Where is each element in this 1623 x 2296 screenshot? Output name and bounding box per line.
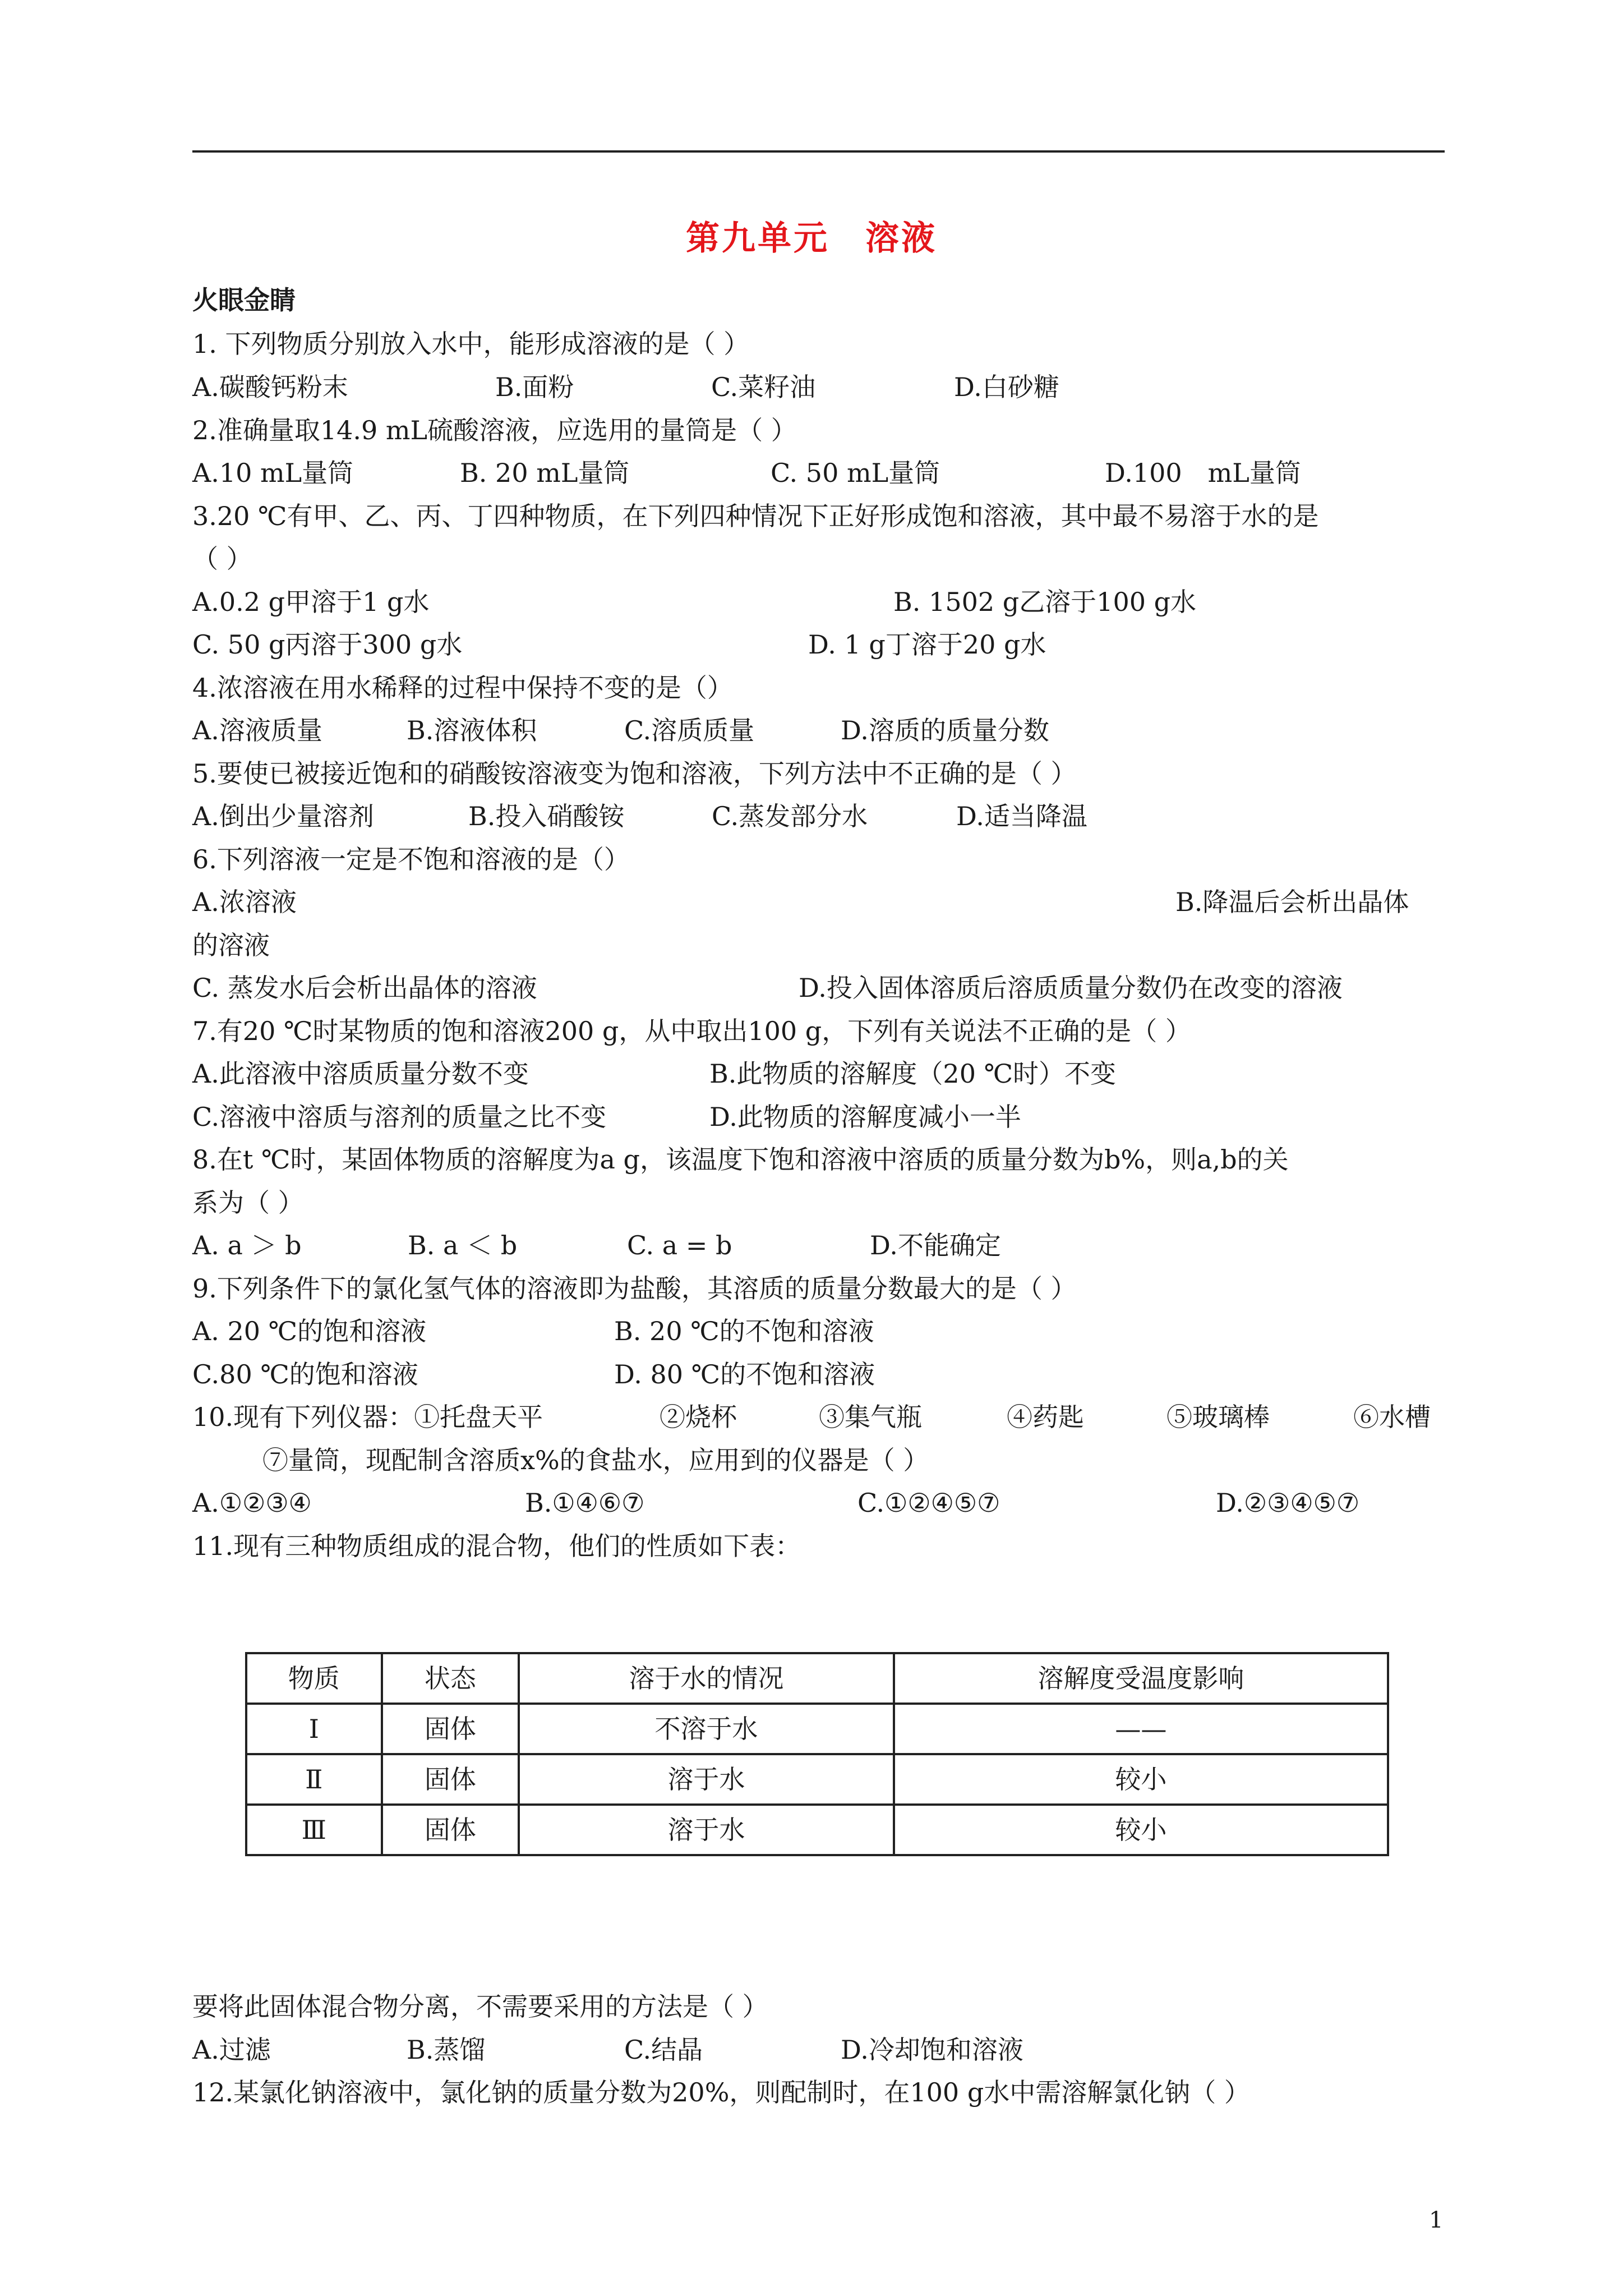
instrument-item: ⑥水槽	[1353, 1402, 1431, 1432]
question-4: 4.浓溶液在用水稀释的过程中保持不变的是（）	[192, 673, 733, 703]
option-a: A.此溶液中溶质质量分数不变	[192, 1059, 529, 1089]
option-b: B. 20 ℃的不饱和溶液	[614, 1316, 874, 1346]
page-title: 第九单元 溶液	[686, 219, 937, 258]
option-d: D. 80 ℃的不饱和溶液	[614, 1359, 875, 1389]
instrument-item: ⑤玻璃棒	[1166, 1402, 1270, 1432]
option-a: A.浓溶液	[192, 887, 297, 917]
option-b: B. 20 mL量筒	[460, 458, 630, 488]
option-c: C. a = b	[627, 1230, 732, 1260]
option-b: B.此物质的溶解度（20 ℃时）不变	[709, 1059, 1117, 1089]
option-c: C. 50 mL量筒	[771, 458, 940, 488]
option-d: D.此物质的溶解度减小一半	[709, 1102, 1021, 1132]
question-8: 8.在t ℃时，某固体物质的溶解度为a g，该温度下饱和溶液中溶质的质量分数为b%，则a,b的关	[192, 1144, 1289, 1175]
option-b: B.面粉	[495, 372, 574, 402]
page-number: 1	[1429, 2207, 1444, 2233]
option-c: C.①②④⑤⑦	[857, 1488, 1000, 1518]
option-d: D.冷却饱和溶液	[841, 2035, 1023, 2065]
option-c: C. 蒸发水后会析出晶体的溶液	[192, 973, 537, 1003]
table-cell: Ⅰ	[246, 1704, 382, 1754]
option-c: C.溶液中溶质与溶剂的质量之比不变	[192, 1102, 607, 1132]
table-cell: 不溶于水	[519, 1704, 894, 1754]
instrument-item: ③集气瓶	[819, 1402, 922, 1432]
option-a: A.碳酸钙粉末	[192, 372, 348, 402]
question-10-stem: 10.现有下列仪器：①托盘天平	[192, 1402, 543, 1432]
table-row	[246, 1704, 1388, 1754]
option-b: B.溶液体积	[407, 715, 537, 746]
table-cell: 较小	[894, 1805, 1388, 1855]
option-a: A.倒出少量溶剂	[192, 801, 374, 831]
option-c: C. 50 g丙溶于300 g水	[192, 629, 463, 660]
table-row	[246, 1805, 1388, 1855]
option-a: A.10 mL量筒	[192, 458, 354, 488]
option-d: D.不能确定	[870, 1230, 1001, 1260]
question-1: 1. 下列物质分别放入水中，能形成溶液的是（ ）	[192, 329, 750, 359]
question-6-option-b-cont: 的溶液	[192, 930, 270, 960]
question-3: 3.20 ℃有甲、乙、丙、丁四种物质，在下列四种情况下正好形成饱和溶液，其中最不易溶于水的是	[192, 501, 1319, 531]
option-b: B.投入硝酸铵	[468, 801, 625, 831]
table-header-cell: 物质	[246, 1653, 382, 1704]
table-cell: 较小	[894, 1754, 1388, 1805]
question-7: 7.有20 ℃时某物质的饱和溶液200 g，从中取出100 g，下列有关说法不正确的是（ ）	[192, 1016, 1191, 1046]
question-6: 6.下列溶液一定是不饱和溶液的是（）	[192, 844, 630, 875]
option-a: A.溶液质量	[192, 715, 322, 746]
option-a: A.①②③④	[192, 1488, 312, 1518]
table-cell: 固体	[382, 1704, 519, 1754]
question-10-cont: ⑦量筒，现配制含溶质x%的食盐水，应用到的仪器是（ ）	[262, 1445, 929, 1475]
option-d: D.投入固体溶质后溶质质量分数仍在改变的溶液	[799, 973, 1343, 1003]
option-d: D.白砂糖	[954, 372, 1059, 402]
option-b: B. 1502 g乙溶于100 g水	[893, 587, 1197, 617]
option-b: B.降温后会析出晶体	[1175, 887, 1409, 917]
table-cell: 溶于水	[519, 1805, 894, 1855]
instrument-item: ④药匙	[1007, 1402, 1084, 1432]
table-cell: Ⅲ	[246, 1805, 382, 1855]
option-c: C.结晶	[624, 2035, 703, 2065]
option-d: D.100 mL量筒	[1105, 458, 1301, 488]
option-a: A.过滤	[192, 2035, 271, 2065]
question-2: 2.准确量取14.9 mL硫酸溶液，应选用的量筒是（ ）	[192, 415, 797, 445]
question-3-cont: （ ）	[192, 544, 252, 574]
table-row	[246, 1754, 1388, 1805]
table-header-cell: 溶于水的情况	[519, 1653, 894, 1704]
option-d: D.适当降温	[956, 801, 1087, 831]
option-a: A. a ＞ b	[192, 1230, 302, 1260]
option-c: C.菜籽油	[711, 372, 816, 402]
table-header-cell: 状态	[382, 1653, 519, 1704]
table-header-row	[246, 1653, 1388, 1704]
option-d: D. 1 g丁溶于20 g水	[808, 629, 1046, 660]
question-8-cont: 系为（ ）	[192, 1188, 304, 1218]
table-cell: ——	[894, 1704, 1388, 1754]
table-header-cell: 溶解度受温度影响	[894, 1653, 1388, 1704]
question-12: 12.某氯化钠溶液中，氯化钠的质量分数为20%，则配制时，在100 g水中需溶解氯化钠（ ）	[192, 2077, 1250, 2108]
option-d: D.②③④⑤⑦	[1216, 1488, 1360, 1518]
option-b: B.蒸馏	[407, 2035, 486, 2065]
question-11-cont: 要将此固体混合物分离，不需要采用的方法是（ ）	[192, 1991, 768, 2022]
section-heading: 火眼金睛	[192, 285, 296, 315]
question-11: 11.现有三种物质组成的混合物，他们的性质如下表：	[192, 1531, 801, 1561]
table-cell: 溶于水	[519, 1754, 894, 1805]
table-cell: 固体	[382, 1754, 519, 1805]
question-5: 5.要使已被接近饱和的硝酸铵溶液变为饱和溶液，下列方法中不正确的是（ ）	[192, 758, 1077, 789]
table-cell: 固体	[382, 1805, 519, 1855]
header-rule	[192, 150, 1445, 153]
question-9: 9.下列条件下的氯化氢气体的溶液即为盐酸，其溶质的质量分数最大的是（ ）	[192, 1273, 1077, 1304]
option-b: B.①④⑥⑦	[525, 1488, 645, 1518]
instrument-item: ②烧杯	[660, 1402, 737, 1432]
option-d: D.溶质的质量分数	[841, 715, 1049, 746]
option-b: B. a ＜ b	[408, 1230, 518, 1260]
option-c: C.蒸发部分水	[712, 801, 868, 831]
option-c: C.80 ℃的饱和溶液	[192, 1359, 418, 1389]
option-c: C.溶质质量	[624, 715, 755, 746]
properties-table	[245, 1652, 1389, 1856]
option-a: A. 20 ℃的饱和溶液	[192, 1316, 427, 1346]
option-a: A.0.2 g甲溶于1 g水	[192, 587, 430, 617]
table-cell: Ⅱ	[246, 1754, 382, 1805]
